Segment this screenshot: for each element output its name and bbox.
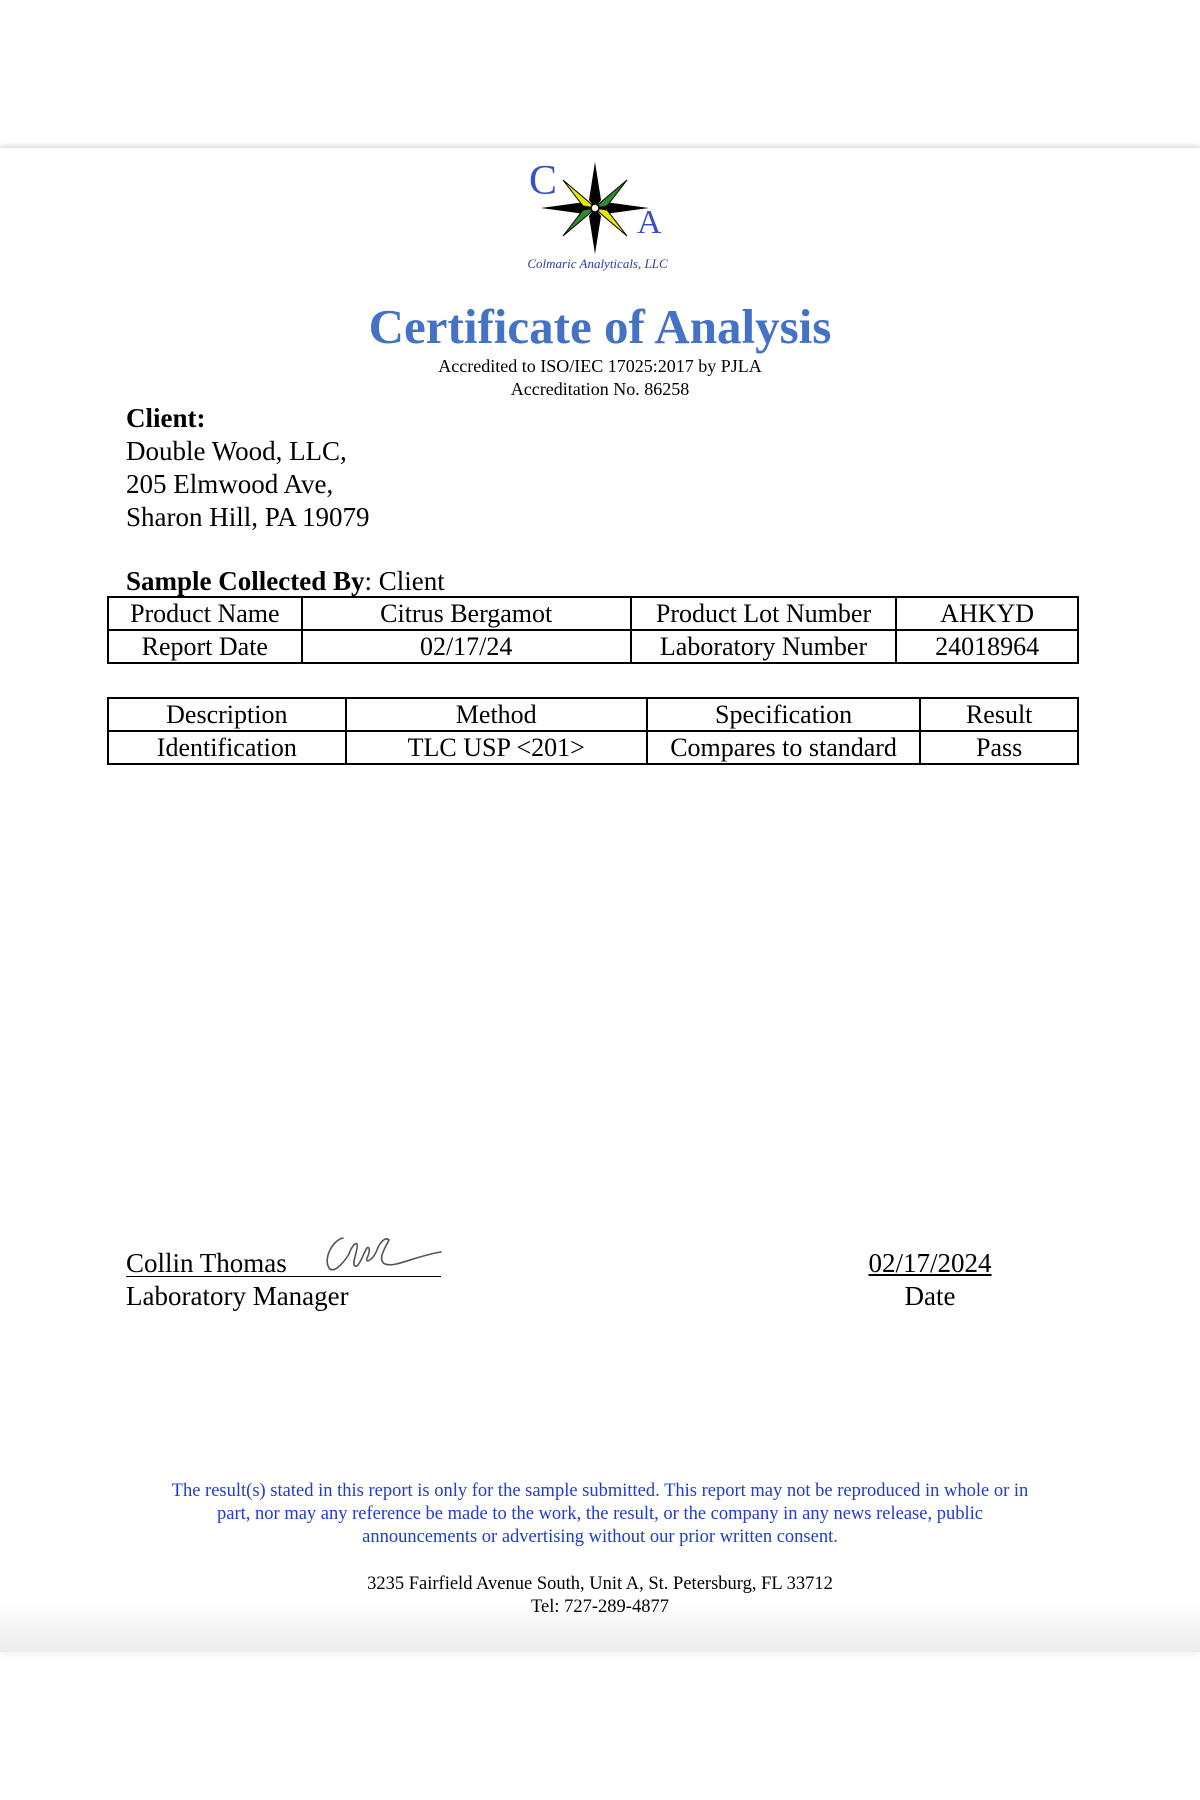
laboratory-number-value: 24018964 <box>896 630 1078 663</box>
cell-method: TLC USP <201> <box>346 731 647 764</box>
sample-collected-by <box>126 566 445 597</box>
signoff-date: 02/17/2024 <box>868 1248 992 1278</box>
table-header-row <box>108 698 1078 731</box>
client-label: Client: <box>126 403 206 433</box>
report-date-label: Report Date <box>108 630 302 663</box>
header-result: Result <box>920 698 1078 731</box>
disclaimer-line: part, nor may any reference be made to the work, the result, or the company in any news release, public <box>217 1504 983 1524</box>
signature-icon <box>315 1224 445 1282</box>
signoff-date-label: Date <box>904 1281 956 1311</box>
laboratory-number-label: Laboratory Number <box>631 630 896 663</box>
disclaimer-text <box>125 1480 1075 1549</box>
table-row <box>108 630 1078 663</box>
accreditation-standard: Accredited to ISO/IEC 17025:2017 by PJLA <box>438 356 762 376</box>
lab-phone: Tel: 727-289-4877 <box>531 1597 669 1617</box>
client-city: Sharon Hill, PA 19079 <box>126 502 370 532</box>
product-info-table <box>107 596 1079 664</box>
disclaimer-line: announcements or advertising without our prior written consent. <box>362 1527 838 1547</box>
accreditation-number: Accreditation No. 86258 <box>510 379 690 399</box>
signatory-title: Laboratory Manager <box>126 1281 349 1311</box>
signatory-name: Collin Thomas <box>126 1248 287 1278</box>
accreditation-info <box>0 355 1200 401</box>
page-title: Certificate of Analysis <box>368 299 832 354</box>
header-description: Description <box>108 698 346 731</box>
cell-description: Identification <box>108 731 346 764</box>
cell-result: Pass <box>920 731 1078 764</box>
lot-number-value: AHKYD <box>896 597 1078 630</box>
table-row <box>108 731 1078 764</box>
header-specification: Specification <box>647 698 921 731</box>
client-street: 205 Elmwood Ave, <box>126 469 334 499</box>
cell-specification: Compares to standard <box>647 731 921 764</box>
product-name-value: Citrus Bergamot <box>302 597 631 630</box>
logo-letter-a: A <box>637 204 662 241</box>
client-info <box>126 402 370 534</box>
signature-line <box>126 1276 441 1277</box>
logo-company-name: Colmaric Analyticals, LLC <box>527 256 668 271</box>
lab-contact <box>0 1573 1200 1619</box>
logo-letter-c: C <box>529 158 558 204</box>
client-name: Double Wood, LLC, <box>126 436 347 466</box>
lot-number-label: Product Lot Number <box>631 597 896 630</box>
header-method: Method <box>346 698 647 731</box>
report-date-value: 02/17/24 <box>302 630 631 663</box>
disclaimer-line: The result(s) stated in this report is only for the sample submitted. This report may not be reproduced in whole or in <box>171 1481 1029 1501</box>
lab-address: 3235 Fairfield Avenue South, Unit A, St. Petersburg, FL 33712 <box>367 1574 833 1594</box>
results-table <box>107 697 1079 765</box>
sample-collected-label: Sample Collected By <box>126 566 365 596</box>
sample-collected-value: : Client <box>364 566 445 596</box>
company-logo <box>505 158 690 278</box>
table-row <box>108 597 1078 630</box>
product-name-label: Product Name <box>108 597 302 630</box>
